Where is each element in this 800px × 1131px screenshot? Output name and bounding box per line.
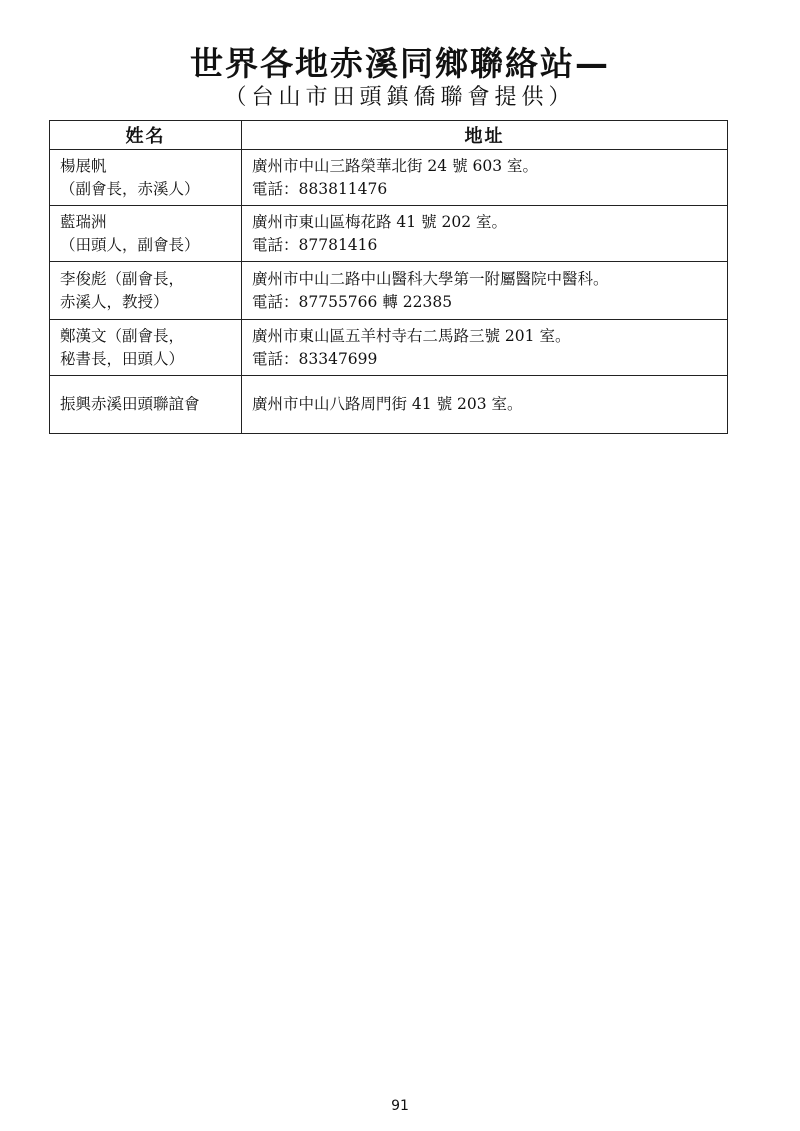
page-subtitle: （台山市田頭鎮僑聯會提供） bbox=[224, 85, 576, 110]
name-line: 藍瑞洲 bbox=[60, 212, 107, 231]
phone-line: 電話：883811476 bbox=[252, 179, 388, 198]
name-cell bbox=[50, 206, 242, 262]
name-line: 李俊彪（副會長， bbox=[60, 269, 185, 288]
address-cell bbox=[242, 320, 728, 376]
name-line: （副會長，赤溪人） bbox=[60, 179, 200, 198]
name-line: 秘書長，田頭人） bbox=[60, 349, 185, 368]
name-line: （田頭人，副會長） bbox=[60, 235, 200, 254]
name-cell bbox=[50, 150, 242, 206]
page-title: 世界各地赤溪同鄉聯絡站— bbox=[190, 44, 610, 83]
address-line: 廣州市東山區五羊村寺右二馬路三號 201 室。 bbox=[252, 326, 571, 345]
table-row bbox=[50, 206, 728, 262]
address-line: 廣州市中山二路中山醫科大學第一附屬醫院中醫科。 bbox=[252, 269, 609, 288]
table-header-row bbox=[50, 121, 728, 150]
address-line: 廣州市中山三路榮華北街 24 號 603 室。 bbox=[252, 156, 539, 175]
name-line: 鄭漢文（副會長， bbox=[60, 326, 185, 345]
name-line: 赤溪人，教授） bbox=[60, 292, 169, 311]
name-cell bbox=[50, 262, 242, 320]
table-row bbox=[50, 376, 728, 434]
table-row bbox=[50, 262, 728, 320]
name-cell bbox=[50, 376, 242, 434]
header-name: 姓名 bbox=[50, 121, 242, 150]
table-row bbox=[50, 150, 728, 206]
phone-line: 電話：87755766 轉 22385 bbox=[252, 292, 453, 311]
address-line: 廣州市中山八路周門街 41 號 203 室。 bbox=[252, 395, 523, 413]
address-line: 廣州市東山區梅花路 41 號 202 室。 bbox=[252, 212, 508, 231]
address-cell bbox=[242, 150, 728, 206]
page-number: 91 bbox=[391, 1098, 409, 1114]
address-cell bbox=[242, 376, 728, 434]
phone-line: 電話：83347699 bbox=[252, 349, 378, 368]
table-row bbox=[50, 320, 728, 376]
header-address: 地址 bbox=[242, 121, 728, 150]
name-line: 楊展帆 bbox=[60, 156, 107, 175]
phone-line: 電話：87781416 bbox=[252, 235, 378, 254]
address-cell bbox=[242, 262, 728, 320]
name-line: 振興赤溪田頭聯誼會 bbox=[60, 395, 200, 413]
name-cell bbox=[50, 320, 242, 376]
contact-table bbox=[49, 120, 728, 434]
address-cell bbox=[242, 206, 728, 262]
